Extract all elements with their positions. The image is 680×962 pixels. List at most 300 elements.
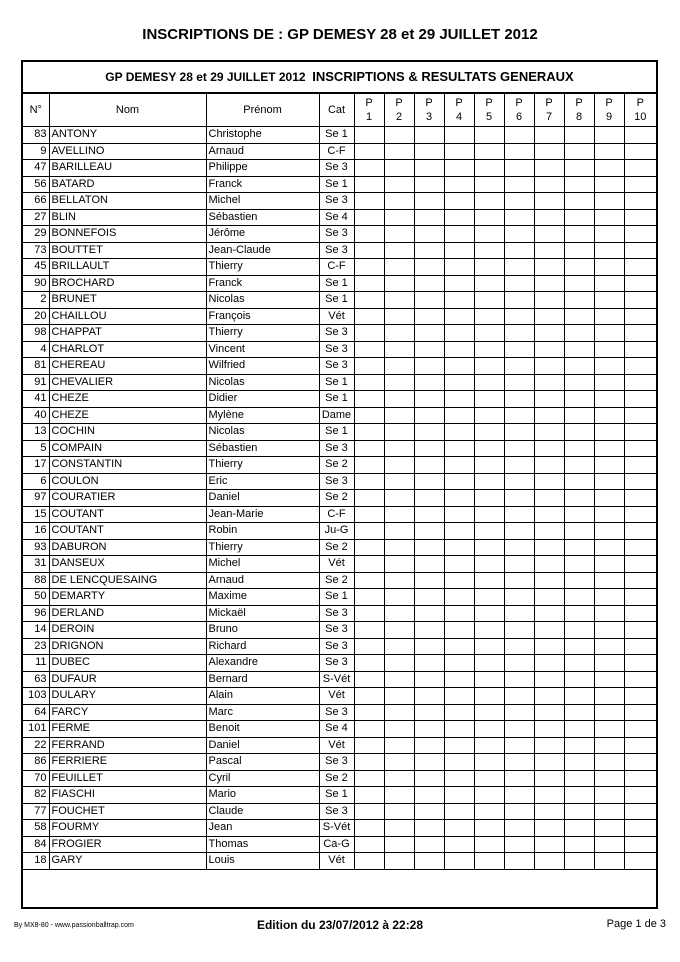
p-label: P: [575, 97, 583, 109]
col-header-p10: [624, 94, 656, 127]
cell-prenom: Thomas: [206, 836, 319, 853]
cell-score-p3: [414, 143, 444, 160]
cell-score-p4: [444, 424, 474, 441]
cell-num: 13: [23, 424, 49, 441]
cell-score-p5: [474, 655, 504, 672]
cell-nom: CHEZE: [49, 407, 206, 424]
p-number: 9: [605, 111, 613, 123]
cell-score-p7: [534, 770, 564, 787]
cell-score-p5: [474, 820, 504, 837]
cell-prenom: Thierry: [206, 259, 319, 276]
cell-cat: Se 2: [319, 770, 354, 787]
cell-score-p8: [564, 259, 594, 276]
col-header-p8: [564, 94, 594, 127]
cell-score-p3: [414, 787, 444, 804]
cell-score-p4: [444, 523, 474, 540]
col-header-p4: [444, 94, 474, 127]
cell-cat: Se 1: [319, 374, 354, 391]
cell-cat: Se 3: [319, 638, 354, 655]
cell-score-p4: [444, 127, 474, 144]
cell-score-p5: [474, 242, 504, 259]
cell-score-p4: [444, 506, 474, 523]
cell-score-p7: [534, 688, 564, 705]
cell-score-p5: [474, 391, 504, 408]
table-row: [23, 143, 656, 160]
cell-prenom: Sébastien: [206, 440, 319, 457]
cell-score-p4: [444, 605, 474, 622]
cell-score-p3: [414, 572, 444, 589]
cell-score-p3: [414, 176, 444, 193]
cell-score-p10: [624, 836, 656, 853]
cell-score-p4: [444, 820, 474, 837]
cell-score-p4: [444, 688, 474, 705]
cell-score-p6: [504, 473, 534, 490]
cell-num: 63: [23, 671, 49, 688]
col-header-p3: [414, 94, 444, 127]
cell-prenom: Michel: [206, 556, 319, 573]
cell-num: 50: [23, 589, 49, 606]
cell-prenom: Mickaël: [206, 605, 319, 622]
table-row: [23, 160, 656, 177]
cell-score-p7: [534, 820, 564, 837]
col-header-p2: [384, 94, 414, 127]
cell-score-p10: [624, 506, 656, 523]
cell-score-p10: [624, 655, 656, 672]
cell-score-p6: [504, 655, 534, 672]
cell-score-p4: [444, 539, 474, 556]
table-row: [23, 242, 656, 259]
cell-score-p5: [474, 292, 504, 309]
cell-score-p1: [354, 572, 384, 589]
cell-score-p1: [354, 589, 384, 606]
cell-nom: CHARLOT: [49, 341, 206, 358]
cell-num: 23: [23, 638, 49, 655]
cell-score-p1: [354, 638, 384, 655]
cell-score-p6: [504, 259, 534, 276]
cell-score-p10: [624, 556, 656, 573]
cell-score-p8: [564, 836, 594, 853]
cell-score-p10: [624, 242, 656, 259]
cell-cat: S-Vét: [319, 671, 354, 688]
cell-prenom: Benoit: [206, 721, 319, 738]
cell-score-p9: [594, 193, 624, 210]
page-title: INSCRIPTIONS DE : GP DEMESY 28 et 29 JUILLET 2012: [142, 26, 538, 43]
cell-score-p10: [624, 622, 656, 639]
cell-cat: Se 1: [319, 391, 354, 408]
cell-score-p3: [414, 160, 444, 177]
cell-cat: Se 2: [319, 572, 354, 589]
cell-score-p1: [354, 556, 384, 573]
cell-score-p1: [354, 391, 384, 408]
cell-score-p10: [624, 176, 656, 193]
cell-score-p5: [474, 803, 504, 820]
cell-score-p5: [474, 704, 504, 721]
cell-prenom: Franck: [206, 275, 319, 292]
cell-score-p5: [474, 259, 504, 276]
cell-nom: DABURON: [49, 539, 206, 556]
cell-score-p7: [534, 292, 564, 309]
cell-nom: BOUTTET: [49, 242, 206, 259]
cell-score-p10: [624, 407, 656, 424]
p-label: P: [455, 97, 463, 109]
table-row: [23, 622, 656, 639]
cell-score-p8: [564, 803, 594, 820]
cell-cat: Se 3: [319, 226, 354, 243]
cell-score-p1: [354, 358, 384, 375]
cell-prenom: Alain: [206, 688, 319, 705]
cell-score-p9: [594, 754, 624, 771]
cell-score-p5: [474, 539, 504, 556]
cell-num: 4: [23, 341, 49, 358]
cell-cat: S-Vét: [319, 820, 354, 837]
cell-score-p6: [504, 275, 534, 292]
cell-nom: COULON: [49, 473, 206, 490]
cell-score-p10: [624, 605, 656, 622]
cell-score-p5: [474, 688, 504, 705]
cell-score-p6: [504, 671, 534, 688]
cell-score-p5: [474, 424, 504, 441]
cell-score-p8: [564, 820, 594, 837]
table-row: [23, 787, 656, 804]
cell-score-p7: [534, 424, 564, 441]
cell-score-p3: [414, 853, 444, 870]
cell-score-p8: [564, 523, 594, 540]
cell-score-p8: [564, 209, 594, 226]
cell-score-p6: [504, 374, 534, 391]
table-row: [23, 176, 656, 193]
cell-score-p2: [384, 539, 414, 556]
cell-prenom: Mario: [206, 787, 319, 804]
cell-num: 81: [23, 358, 49, 375]
cell-score-p7: [534, 638, 564, 655]
cell-score-p9: [594, 176, 624, 193]
cell-score-p2: [384, 440, 414, 457]
cell-prenom: Nicolas: [206, 374, 319, 391]
cell-score-p6: [504, 688, 534, 705]
cell-prenom: Arnaud: [206, 572, 319, 589]
cell-num: 14: [23, 622, 49, 639]
cell-score-p3: [414, 259, 444, 276]
cell-score-p9: [594, 638, 624, 655]
table-row: [23, 704, 656, 721]
cell-score-p6: [504, 440, 534, 457]
footer-edition: Edition du 23/07/2012 à 22:28: [256, 918, 424, 932]
cell-score-p7: [534, 490, 564, 507]
cell-prenom: Claude: [206, 803, 319, 820]
cell-score-p8: [564, 539, 594, 556]
cell-score-p10: [624, 671, 656, 688]
cell-score-p3: [414, 523, 444, 540]
cell-score-p6: [504, 589, 534, 606]
cell-score-p2: [384, 754, 414, 771]
p-number: 1: [365, 111, 373, 123]
cell-score-p7: [534, 325, 564, 342]
cell-score-p9: [594, 226, 624, 243]
cell-score-p3: [414, 391, 444, 408]
cell-cat: Vét: [319, 688, 354, 705]
cell-score-p9: [594, 308, 624, 325]
cell-score-p8: [564, 308, 594, 325]
cell-cat: Se 3: [319, 754, 354, 771]
cell-cat: Se 1: [319, 127, 354, 144]
cell-prenom: Robin: [206, 523, 319, 540]
cell-score-p10: [624, 688, 656, 705]
cell-score-p6: [504, 407, 534, 424]
cell-score-p3: [414, 275, 444, 292]
cell-score-p8: [564, 341, 594, 358]
p-label: P: [395, 97, 403, 109]
cell-score-p4: [444, 737, 474, 754]
table-row: [23, 638, 656, 655]
cell-score-p6: [504, 737, 534, 754]
cell-score-p7: [534, 655, 564, 672]
cell-score-p4: [444, 275, 474, 292]
cell-score-p2: [384, 160, 414, 177]
cell-score-p4: [444, 622, 474, 639]
cell-score-p4: [444, 704, 474, 721]
cell-score-p7: [534, 853, 564, 870]
col-header-p7: [534, 94, 564, 127]
cell-score-p5: [474, 556, 504, 573]
cell-score-p3: [414, 589, 444, 606]
cell-score-p5: [474, 457, 504, 474]
cell-score-p6: [504, 457, 534, 474]
cell-score-p6: [504, 704, 534, 721]
cell-prenom: Christophe: [206, 127, 319, 144]
cell-score-p3: [414, 556, 444, 573]
cell-score-p10: [624, 721, 656, 738]
cell-cat: Se 3: [319, 655, 354, 672]
cell-prenom: Thierry: [206, 457, 319, 474]
cell-score-p8: [564, 853, 594, 870]
cell-score-p7: [534, 407, 564, 424]
cell-score-p9: [594, 605, 624, 622]
cell-cat: Ju-G: [319, 523, 354, 540]
cell-score-p2: [384, 853, 414, 870]
cell-score-p7: [534, 506, 564, 523]
cell-num: 96: [23, 605, 49, 622]
cell-score-p7: [534, 358, 564, 375]
cell-score-p4: [444, 457, 474, 474]
cell-score-p8: [564, 325, 594, 342]
cell-score-p10: [624, 308, 656, 325]
cell-num: 88: [23, 572, 49, 589]
cell-cat: Se 2: [319, 490, 354, 507]
cell-score-p3: [414, 820, 444, 837]
cell-num: 58: [23, 820, 49, 837]
cell-score-p7: [534, 259, 564, 276]
cell-score-p10: [624, 209, 656, 226]
cell-score-p10: [624, 160, 656, 177]
cell-prenom: François: [206, 308, 319, 325]
table-row: [23, 721, 656, 738]
cell-score-p6: [504, 358, 534, 375]
cell-prenom: Bruno: [206, 622, 319, 639]
table-row: [23, 275, 656, 292]
cell-nom: CHAILLOU: [49, 308, 206, 325]
cell-score-p3: [414, 490, 444, 507]
cell-score-p1: [354, 605, 384, 622]
col-header-p9: [594, 94, 624, 127]
cell-score-p8: [564, 490, 594, 507]
cell-score-p8: [564, 242, 594, 259]
cell-score-p7: [534, 193, 564, 210]
cell-score-p6: [504, 853, 534, 870]
cell-score-p5: [474, 407, 504, 424]
cell-prenom: Wilfried: [206, 358, 319, 375]
cell-score-p4: [444, 259, 474, 276]
cell-nom: FERME: [49, 721, 206, 738]
cell-score-p10: [624, 490, 656, 507]
cell-score-p6: [504, 193, 534, 210]
cell-score-p3: [414, 638, 444, 655]
cell-num: 17: [23, 457, 49, 474]
sheet-heading: INSCRIPTIONS & RESULTATS GENERAUX: [312, 69, 574, 84]
cell-nom: COUTANT: [49, 523, 206, 540]
cell-score-p2: [384, 572, 414, 589]
cell-prenom: Nicolas: [206, 292, 319, 309]
cell-prenom: Richard: [206, 638, 319, 655]
p-number: 4: [455, 111, 463, 123]
cell-score-p2: [384, 341, 414, 358]
cell-num: 2: [23, 292, 49, 309]
cell-score-p4: [444, 853, 474, 870]
cell-score-p7: [534, 127, 564, 144]
cell-score-p6: [504, 820, 534, 837]
cell-score-p2: [384, 374, 414, 391]
cell-score-p6: [504, 572, 534, 589]
cell-num: 45: [23, 259, 49, 276]
cell-score-p7: [534, 457, 564, 474]
cell-score-p1: [354, 803, 384, 820]
table-row: [23, 440, 656, 457]
cell-nom: COCHIN: [49, 424, 206, 441]
table-row: [23, 407, 656, 424]
table-row: [23, 853, 656, 870]
cell-score-p2: [384, 787, 414, 804]
cell-score-p2: [384, 127, 414, 144]
cell-prenom: Daniel: [206, 490, 319, 507]
cell-score-p9: [594, 523, 624, 540]
cell-score-p7: [534, 275, 564, 292]
p-label: P: [425, 97, 433, 109]
cell-num: 11: [23, 655, 49, 672]
cell-cat: C-F: [319, 506, 354, 523]
cell-score-p9: [594, 853, 624, 870]
cell-score-p9: [594, 391, 624, 408]
cell-prenom: Louis: [206, 853, 319, 870]
cell-score-p3: [414, 803, 444, 820]
cell-cat: Se 3: [319, 242, 354, 259]
table-row: [23, 605, 656, 622]
cell-score-p5: [474, 127, 504, 144]
p-number: 3: [425, 111, 433, 123]
cell-cat: Se 3: [319, 440, 354, 457]
p-number: 8: [575, 111, 583, 123]
cell-score-p7: [534, 737, 564, 754]
table-row: [23, 754, 656, 771]
cell-score-p8: [564, 671, 594, 688]
cell-score-p7: [534, 473, 564, 490]
cell-score-p6: [504, 605, 534, 622]
p-label: P: [636, 97, 644, 109]
cell-score-p3: [414, 754, 444, 771]
cell-prenom: Bernard: [206, 671, 319, 688]
cell-score-p8: [564, 704, 594, 721]
cell-nom: GARY: [49, 853, 206, 870]
cell-cat: Vét: [319, 737, 354, 754]
cell-score-p10: [624, 704, 656, 721]
cell-num: 27: [23, 209, 49, 226]
col-header-p6: [504, 94, 534, 127]
cell-score-p9: [594, 127, 624, 144]
cell-score-p2: [384, 688, 414, 705]
cell-score-p6: [504, 787, 534, 804]
cell-score-p9: [594, 671, 624, 688]
p-label: P: [365, 97, 373, 109]
cell-score-p2: [384, 143, 414, 160]
cell-score-p5: [474, 341, 504, 358]
cell-cat: Se 3: [319, 325, 354, 342]
cell-score-p10: [624, 737, 656, 754]
cell-score-p4: [444, 193, 474, 210]
cell-score-p1: [354, 688, 384, 705]
cell-score-p7: [534, 143, 564, 160]
cell-score-p8: [564, 688, 594, 705]
cell-score-p7: [534, 440, 564, 457]
cell-score-p8: [564, 770, 594, 787]
cell-prenom: Sébastien: [206, 209, 319, 226]
cell-prenom: Jean: [206, 820, 319, 837]
p-label: P: [515, 97, 523, 109]
cell-num: 103: [23, 688, 49, 705]
cell-score-p9: [594, 292, 624, 309]
cell-num: 64: [23, 704, 49, 721]
cell-score-p10: [624, 589, 656, 606]
cell-score-p10: [624, 259, 656, 276]
cell-score-p8: [564, 721, 594, 738]
cell-prenom: Arnaud: [206, 143, 319, 160]
cell-score-p1: [354, 853, 384, 870]
cell-score-p3: [414, 292, 444, 309]
cell-prenom: Nicolas: [206, 424, 319, 441]
cell-score-p10: [624, 275, 656, 292]
p-number: 10: [634, 111, 647, 123]
cell-score-p10: [624, 457, 656, 474]
cell-nom: DEMARTY: [49, 589, 206, 606]
cell-score-p10: [624, 853, 656, 870]
cell-score-p8: [564, 638, 594, 655]
cell-score-p6: [504, 490, 534, 507]
cell-nom: FIASCHI: [49, 787, 206, 804]
cell-nom: DUBEC: [49, 655, 206, 672]
cell-num: 18: [23, 853, 49, 870]
cell-score-p4: [444, 292, 474, 309]
cell-score-p3: [414, 341, 444, 358]
cell-nom: DERLAND: [49, 605, 206, 622]
cell-score-p1: [354, 737, 384, 754]
cell-score-p9: [594, 160, 624, 177]
table-body: [23, 127, 656, 870]
cell-num: 91: [23, 374, 49, 391]
cell-num: 70: [23, 770, 49, 787]
cell-score-p2: [384, 292, 414, 309]
table-row: [23, 457, 656, 474]
cell-score-p7: [534, 523, 564, 540]
table-row: [23, 374, 656, 391]
cell-num: 101: [23, 721, 49, 738]
cell-score-p4: [444, 440, 474, 457]
